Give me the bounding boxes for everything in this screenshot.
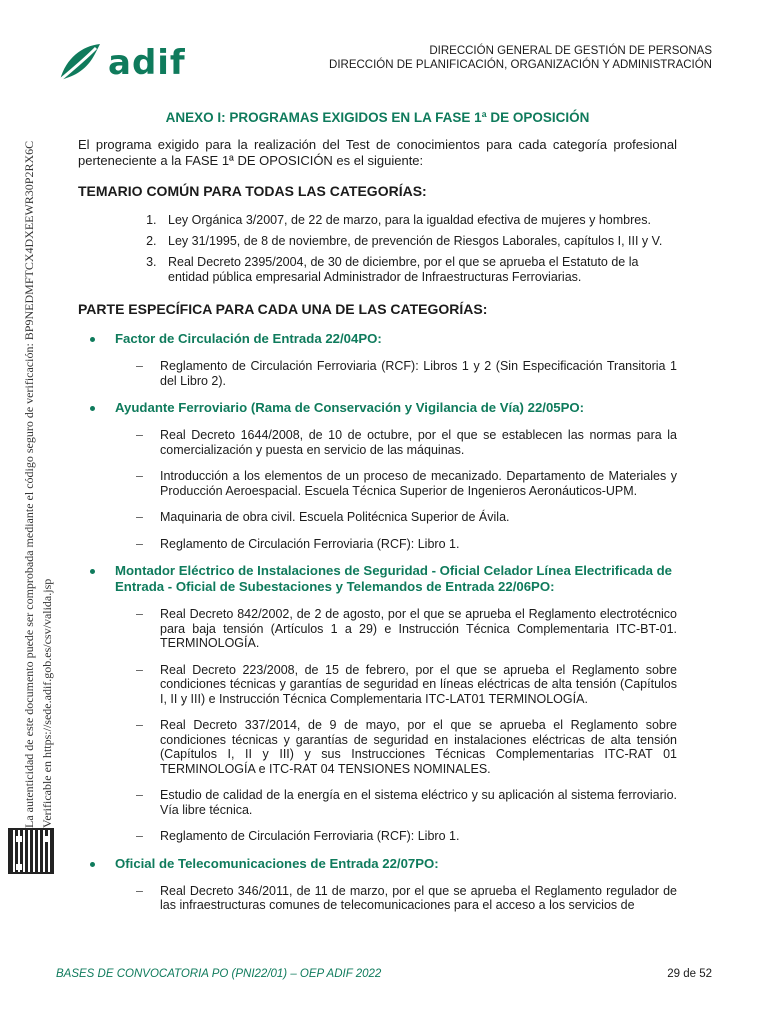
list-item: – Reglamento de Circulación Ferroviaria (RCF): Libros 1 y 2 (Sin Especificación Transitoria 1 del Libro 2). bbox=[78, 359, 677, 388]
category-title: Montador Eléctrico de Instalaciones de Seguridad - Oficial Celador Línea Electrificada de Entrada - Oficial de Subestaciones y Telemandos de Entrada 22/06PO: bbox=[78, 563, 677, 595]
header-departments bbox=[329, 44, 712, 72]
header-line-1: DIRECCIÓN GENERAL DE GESTIÓN DE PERSONAS bbox=[429, 45, 712, 57]
category-title: Factor de Circulación de Entrada 22/04PO: bbox=[78, 331, 677, 347]
category-items bbox=[78, 607, 677, 844]
category-title: Ayudante Ferroviario (Rama de Conservación y Vigilancia de Vía) 22/05PO: bbox=[78, 400, 677, 416]
adif-leaf-logo-icon bbox=[56, 40, 102, 86]
list-item: – Introducción a los elementos de un proceso de mecanizado. Departamento de Materiales y Producción Aeroespacial. Escuela Técnica Superior de Ingenieros Aeronáuticos-UPM. bbox=[78, 469, 677, 498]
list-item: 2. Ley 31/1995, de 8 de noviembre, de prevención de Riesgos Laborales, capítulos I, III y V. bbox=[160, 234, 677, 249]
category-items bbox=[78, 428, 677, 551]
page-title: ANEXO I: PROGRAMAS EXIGIDOS EN LA FASE 1ª DE OPOSICIÓN bbox=[165, 110, 590, 125]
category-factor-circulacion bbox=[78, 331, 677, 388]
list-item: – Reglamento de Circulación Ferroviaria (RCF): Libro 1. bbox=[78, 537, 677, 552]
especifica-heading: PARTE ESPECÍFICA PARA CADA UNA DE LAS CATEGORÍAS: bbox=[78, 301, 488, 317]
intro-paragraph: El programa exigido para la realización del Test de conocimientos para cada categoría profesional perteneciente a la FASE 1ª DE OPOSICIÓN es el siguiente: bbox=[78, 137, 677, 168]
list-item: 3. Real Decreto 2395/2004, de 30 de diciembre, por el que se aprueba el Estatuto de la entidad pública empresarial Administrador de Infraestructuras Ferroviarias. bbox=[160, 255, 677, 285]
page-number: 29 de 52 bbox=[667, 968, 712, 980]
list-item: – Reglamento de Circulación Ferroviaria (RCF): Libro 1. bbox=[78, 829, 677, 844]
verification-line-1: La autenticidad de este documento puede ser comprobada mediante el código seguro de verificación: BP9NEDMFTCX4DXEEWR30P2RX6C bbox=[22, 140, 36, 828]
temario-heading: TEMARIO COMÚN PARA TODAS LAS CATEGORÍAS: bbox=[78, 183, 427, 199]
category-oficial-telecomunicaciones bbox=[78, 856, 677, 913]
qr-code-icon bbox=[8, 828, 54, 874]
category-ayudante-ferroviario bbox=[78, 400, 677, 551]
temario-list bbox=[78, 213, 677, 285]
category-items bbox=[78, 884, 677, 913]
logo-text: adif bbox=[108, 43, 186, 83]
list-item: – Real Decreto 337/2014, de 9 de mayo, por el que se aprueba el Reglamento sobre condiciones técnicas y garantías de seguridad en instalaciones eléctricas de alta tensión (Capítulos I, II y III) y sus Instrucciones Técnicas Complementarias ITC-RAT 01 TERMINOLOGÍA e ITC-RAT 04 TENSIONES NOMINALES. bbox=[78, 718, 677, 776]
document-body bbox=[78, 110, 677, 925]
header-line-2: DIRECCIÓN DE PLANIFICACIÓN, ORGANIZACIÓN Y ADMINISTRACIÓN bbox=[329, 59, 712, 71]
list-item: – Estudio de calidad de la energía en el sistema eléctrico y su aplicación al sistema ferroviario. Vía libre técnica. bbox=[78, 788, 677, 817]
list-item: 1. Ley Orgánica 3/2007, de 22 de marzo, para la igualdad efectiva de mujeres y hombres. bbox=[160, 213, 677, 228]
list-item: – Real Decreto 223/2008, de 15 de febrero, por el que se aprueba el Reglamento sobre condiciones técnicas y garantías de seguridad en líneas eléctricas de alta tensión (Capítulos I, II y III) e Instrucción Técnica Complementaria ITC-LAT01 TERMINOLOGÍA. bbox=[78, 663, 677, 707]
category-title: Oficial de Telecomunicaciones de Entrada 22/07PO: bbox=[78, 856, 677, 872]
adif-logo bbox=[56, 40, 186, 86]
list-item: – Maquinaria de obra civil. Escuela Politécnica Superior de Ávila. bbox=[78, 510, 677, 525]
category-items bbox=[78, 359, 677, 388]
verification-side-text bbox=[8, 128, 58, 828]
footer-convocatoria: BASES DE CONVOCATORIA PO (PNI22/01) – OEP ADIF 2022 bbox=[56, 968, 382, 980]
list-item: – Real Decreto 346/2011, de 11 de marzo, por el que se aprueba el Reglamento regulador de las infraestructuras comunes de telecomunicaciones para el acceso a los servicios de bbox=[78, 884, 677, 913]
verification-line-2: Verificable en https://sede.adif.gob.es/csv/valida.jsp bbox=[40, 578, 54, 828]
categories-list bbox=[78, 331, 677, 913]
list-item: – Real Decreto 842/2002, de 2 de agosto, por el que se aprueba el Reglamento electrotécnico para baja tensión (Artículos 1 a 29) e Instrucción Técnica Complementaria ITC-BT-01. TERMINOLOGÍA. bbox=[78, 607, 677, 651]
category-montador-electrico bbox=[78, 563, 677, 844]
list-item: – Real Decreto 1644/2008, de 10 de octubre, por el que se establecen las normas para la comercialización y puesta en servicio de las máquinas. bbox=[78, 428, 677, 457]
